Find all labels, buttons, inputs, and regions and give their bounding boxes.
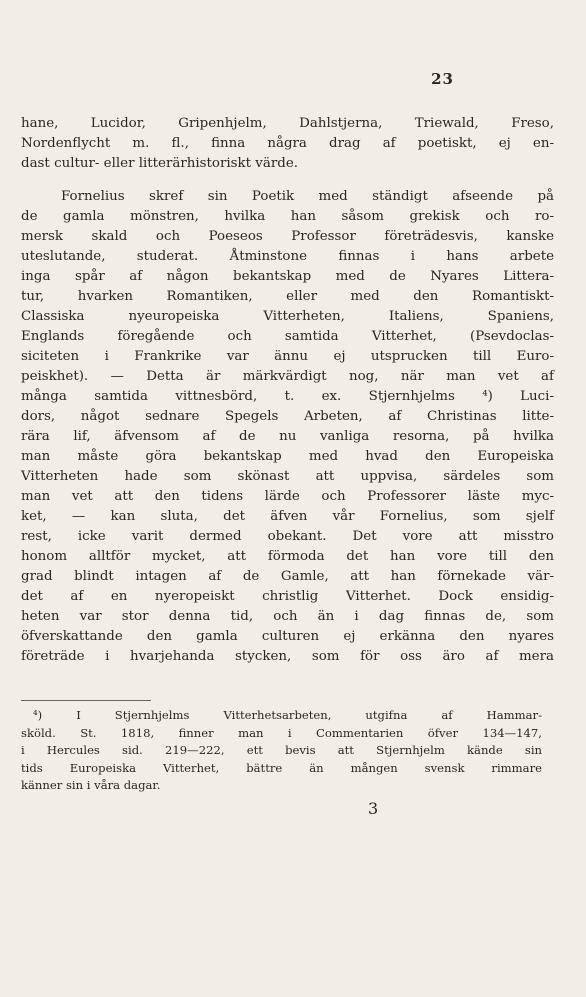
text-line: honom alltför mycket, att förmoda det han vore till den <box>21 549 554 564</box>
text-line: Englands föregående och samtida Vitterhet, (Psevdoclas- <box>21 329 554 344</box>
text-line: inga spår af någon bekantskap med de Nyares Littera- <box>21 269 554 284</box>
text-line: det af en nyeropeiskt christlig Vitterhet. Dock ensidig- <box>21 589 554 604</box>
text-line: många samtida vittnesbörd, t. ex. Stjernhjelms ⁴) Luci- <box>21 389 554 404</box>
body-text <box>21 114 554 667</box>
footnote-line: sköld. St. 1818, finner man i Commentarien öfver 134—147, <box>21 725 542 740</box>
text-line: hane, Lucidor, Gripenhjelm, Dahlstjerna, Triewald, Freso, <box>21 116 554 131</box>
text-line: man måste göra bekantskap med hvad den Europeiska <box>21 449 554 464</box>
page-number: 23 <box>431 70 454 88</box>
paragraph-gap <box>21 174 554 187</box>
text-line: Nordenflycht m. fl., finna några drag af poetiskt, ej en- <box>21 136 554 151</box>
text-line: dast cultur- eller litterärhistoriskt värde. <box>21 156 298 171</box>
text-line: uteslutande, studerat. Åtminstone finnas i hans arbete <box>21 249 554 264</box>
footnote-line: ⁴) I Stjernhjelms Vitterhetsarbeten, utgifna af Hammar- <box>33 708 542 722</box>
footnote-line: i Hercules sid. 219—222, ett bevis att Stjernhjelm kände sin <box>21 743 542 757</box>
text-line: rära lif, äfvensom af de nu vanliga resorna, på hvilka <box>21 429 554 444</box>
text-line: mersk skald och Poeseos Professor företrädesvis, kanske <box>21 229 554 244</box>
text-line: företräde i hvarjehanda stycken, som för oss äro af mera <box>21 649 554 664</box>
text-line: öfverskattande den gamla culturen ej erkänna den nyares <box>21 629 554 644</box>
text-line: dors, något sednare Spegels Arbeten, af Christinas litte- <box>21 409 554 424</box>
text-line: heten var stor denna tid, och än i dag finnas de, som <box>21 609 554 624</box>
text-line: man vet att den tidens lärde och Professorer läste myc- <box>21 489 554 504</box>
text-line: Vitterheten hade som skönast att uppvisa, särdeles som <box>21 469 554 484</box>
footnote-line: tids Europeiska Vitterhet, bättre än mången svensk rimmare <box>21 760 542 775</box>
footnote-line: känner sin i våra dagar. <box>21 778 161 792</box>
text-line: siciteten i Frankrike var ännu ej utsprucken till Euro- <box>21 349 554 364</box>
footnote <box>21 707 542 795</box>
text-line: de gamla mönstren, hvilka han såsom grekisk och ro- <box>21 209 554 224</box>
text-line: Fornelius skref sin Poetik med ständigt afseende på <box>61 189 554 204</box>
text-line: rest, icke varit dermed obekant. Det vore att misstro <box>21 529 554 544</box>
text-line: peiskhet). — Detta är märkvärdigt nog, när man vet af <box>21 369 554 384</box>
text-line: ket, — kan sluta, det äfven vår Fornelius, som sjelf <box>21 509 554 524</box>
text-line: tur, hvarken Romantiken, eller med den Romantiskt- <box>21 289 554 304</box>
text-line: Classiska nyeuropeiska Vitterheten, Italiens, Spaniens, <box>21 309 554 324</box>
footnote-divider <box>21 700 151 701</box>
text-line: grad blindt intagen af de Gamle, att han förnekade vär- <box>21 569 554 584</box>
signature-mark: 3 <box>368 799 379 818</box>
